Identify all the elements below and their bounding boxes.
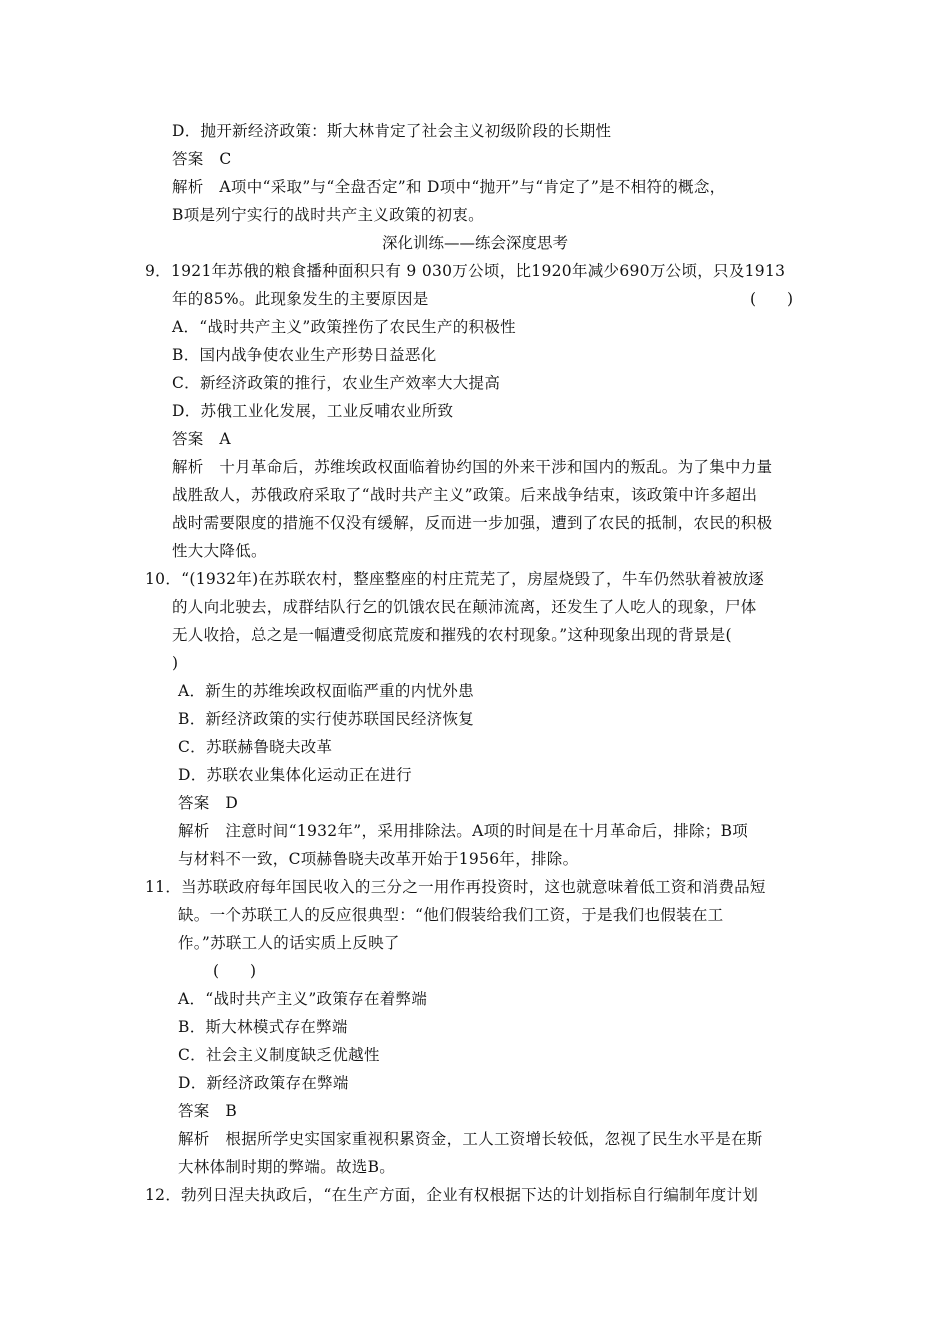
q11-stem-line-1: 11．当苏联政府每年国民收入的三分之一用作再投资时，这也就意味着低工资和消费品短 [145,878,766,896]
q9-stem-line-1: 9．1921年苏俄的粮食播种面积只有 9 030万公顷，比1920年减少690万公顷，只及1913 [145,262,786,280]
q11-option-c: C．社会主义制度缺乏优越性 [178,1046,380,1064]
q9-analysis-line-3: 战时需要限度的措施不仅没有缓解，反而进一步加强，遭到了农民的抵制，农民的积极 [172,514,773,532]
q11-stem-line-2: 缺。一个苏联工人的反应很典型：“他们假装给我们工资，于是我们也假装在工 [178,906,724,924]
q11-answer-paren: ( ) [213,962,257,980]
q10-option-b: B．新经济政策的实行使苏联国民经济恢复 [178,710,475,728]
q9-option-c: C．新经济政策的推行，农业生产效率大大提高 [172,374,501,392]
q11-option-a: A．“战时共产主义”政策存在着弊端 [178,990,428,1008]
q11-analysis-line-2: 大林体制时期的弊端。故选B。 [178,1158,396,1176]
q10-analysis-line-2: 与材料不一致，C项赫鲁晓夫改革开始于1956年，排除。 [178,850,579,868]
prev-option-d: D．抛开新经济政策：斯大林肯定了社会主义初级阶段的长期性 [172,122,612,140]
q9-analysis-line-2: 战胜敌人，苏俄政府采取了“战时共产主义”政策。后来战争结束，该政策中许多超出 [172,486,758,504]
q10-stem-line-4: ) [172,654,179,672]
q9-analysis-line-4: 性大大降低。 [172,542,267,560]
prev-answer: 答案 C [172,150,232,168]
section-heading: 深化训练——练会深度思考 [381,234,568,252]
q9-answer-paren: ( ) [750,290,794,308]
q10-stem-line-1: 10．“(1932年)在苏联农村，整座整座的村庄荒芜了，房屋烧毁了，牛车仍然驮着被放逐 [145,570,765,588]
q10-stem-line-2: 的人向北驶去，成群结队行乞的饥饿农民在颠沛流离，还发生了人吃人的现象，尸体 [172,598,757,616]
q9-option-a: A．“战时共产主义”政策挫伤了农民生产的积极性 [172,318,516,336]
q10-option-c: C．苏联赫鲁晓夫改革 [178,738,333,756]
q9-analysis-line-1: 解析 十月革命后，苏维埃政权面临着协约国的外来干涉和国内的叛乱。为了集中力量 [172,458,773,476]
q12-stem-line-1: 12．勃列日涅夫执政后，“在生产方面，企业有权根据下达的计划指标自行编制年度计划 [145,1186,759,1204]
prev-analysis-line-2: B项是列宁实行的战时共产主义政策的初衷。 [172,206,484,224]
q10-answer: 答案 D [178,794,239,812]
q10-stem-line-3: 无人收拾，总之是一幅遭受彻底荒废和摧残的农村现象。”这种现象出现的背景是( [172,626,732,644]
prev-analysis-line-1: 解析 A项中“采取”与“全盘否定”和 D项中“抛开”与“肯定了”是不相符的概念， [172,178,726,196]
q11-answer: 答案 B [178,1102,238,1120]
q11-option-b: B．斯大林模式存在弊端 [178,1018,348,1036]
q11-option-d: D．新经济政策存在弊端 [178,1074,349,1092]
q9-option-b: B．国内战争使农业生产形势日益恶化 [172,346,437,364]
q9-answer: 答案 A [172,430,231,448]
q10-option-a: A．新生的苏维埃政权面临严重的内忧外患 [178,682,474,700]
q9-option-d: D．苏俄工业化发展，工业反哺农业所致 [172,402,454,420]
q11-analysis-line-1: 解析 根据所学史实国家重视积累资金，工人工资增长较低，忽视了民生水平是在斯 [178,1130,763,1148]
q9-stem-line-2: 年的85%。此现象发生的主要原因是 [172,290,429,308]
q11-stem-line-3: 作。”苏联工人的话实质上反映了 [178,934,400,952]
q10-option-d: D．苏联农业集体化运动正在进行 [178,766,412,784]
q10-analysis-line-1: 解析 注意时间“1932年”，采用排除法。A项的时间是在十月革命后，排除；B项 [178,822,749,840]
